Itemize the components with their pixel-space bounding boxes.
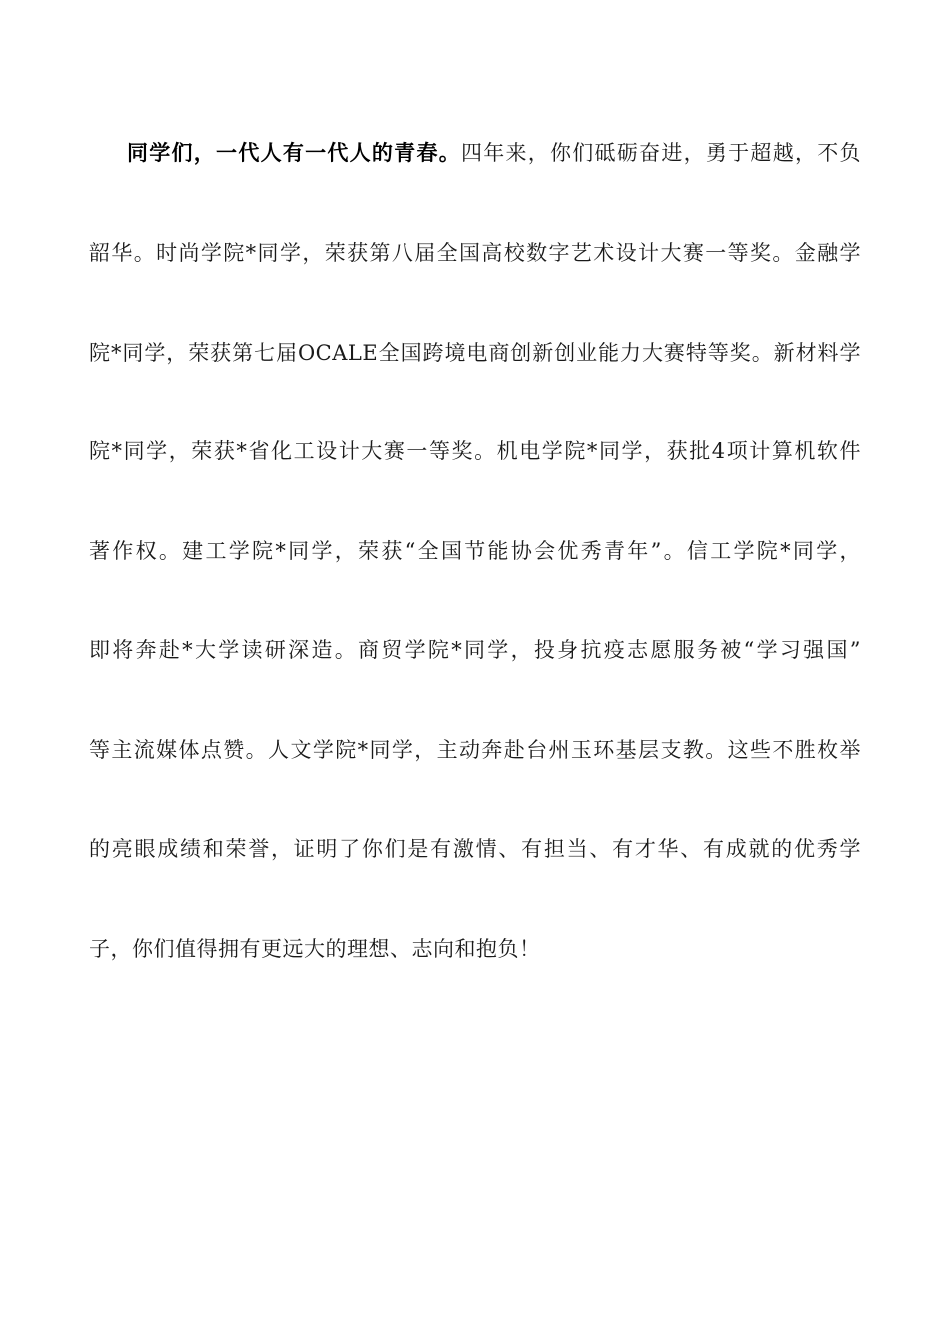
paragraph-line-6: 即将奔赴*大学读研深造。商贸学院*同学，投身抗疫志愿服务被“学习强国” xyxy=(89,638,861,662)
paragraph-text: 四年来，你们砥砺奋进，勇于超越，不负 xyxy=(460,141,861,165)
paragraph-line-3: 院*同学，荣获第七届OCALE全国跨境电商创新创业能力大赛特等奖。新材料学 xyxy=(89,341,861,365)
paragraph-line-8: 的亮眼成绩和荣誉，证明了你们是有激情、有担当、有才华、有成就的优秀学 xyxy=(89,837,861,861)
lead-sentence-bold: 同学们，一代人有一代人的青春。 xyxy=(127,140,461,165)
paragraph-line-1 xyxy=(127,137,861,169)
paragraph-line-2: 韶华。时尚学院*同学，荣获第八届全国高校数字艺术设计大赛一等奖。金融学 xyxy=(89,241,861,265)
paragraph-line-7: 等主流媒体点赞。人文学院*同学，主动奔赴台州玉环基层支教。这些不胜枚举 xyxy=(89,738,861,762)
paragraph-line-4: 院*同学，荣获*省化工设计大赛一等奖。机电学院*同学，获批4项计算机软件 xyxy=(89,439,861,463)
paragraph-line-9: 子，你们值得拥有更远大的理想、志向和抱负！ xyxy=(89,937,541,961)
paragraph-line-5: 著作权。建工学院*同学，荣获“全国节能协会优秀青年”。信工学院*同学， xyxy=(89,539,861,563)
